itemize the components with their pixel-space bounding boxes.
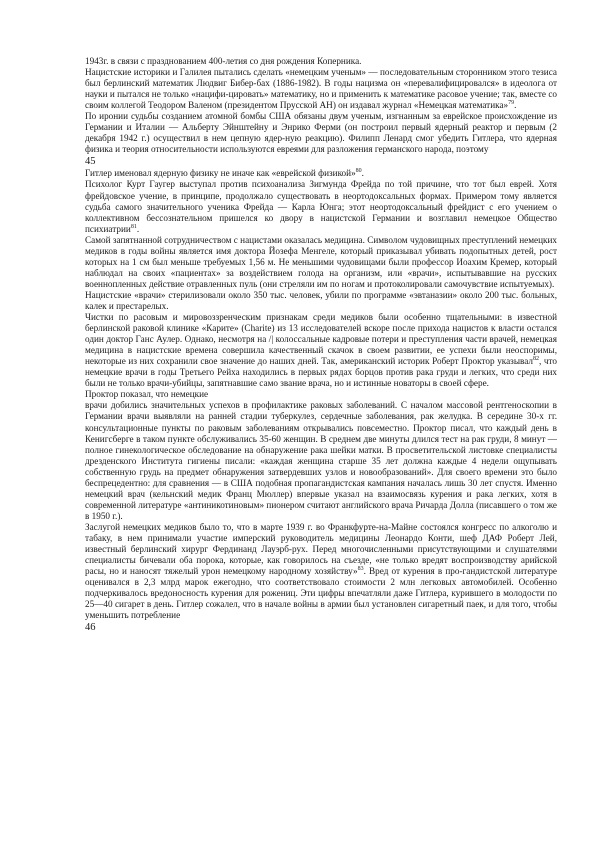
paragraph-text-cont: . xyxy=(514,100,517,111)
paragraph-text: врачи добились значительных успехов в профилактике раковых заболеваний. С началом массовой рентгеноскопии в Германии врачи выявляли на ранней стадии туберкулез, сердечные заболевания, рак желудка. В середине 30-х гг. консультационные пункты по раковым заболеваниям открывались повсеместно. Проктор писал, что каждый день в Кенигсберге в таком пункте обслуживались 35-60 женщин. В среднем две минуты длился тест на рак груди, 8 минут — полное гинекологическое обследование на обнаружение рака шейки матки. В просветительской листовке специалисты дрезденского Института гигиены писали: «каждая женщина старше 35 лет должна каждые 4 недели ощупывать собственную грудь на предмет обнаружения затвердевших узлов и новообразований». Для своего времени это было беспрецедентно: для сравнения — в США подобная пропагандистская кампания началась лишь 30 лет спустя. Именно немецкий врач (кельнский медик Франц Мюллер) впервые указал на взаимосвязь курения и рака легких, хотя в современной литературе «антиникотиновым» пионером считают английского врача Ричарда Долла (писавшего о том же в 1950 г.). xyxy=(85,400,557,521)
paragraph-text: Гитлер именовал ядерную физику не иначе как «еврейской физикой» xyxy=(85,168,356,179)
paragraph-text: 1943г. в связи с празднованием 400-летия со дня рождения Коперника. xyxy=(85,56,362,66)
footnote-ref: 83 xyxy=(357,566,364,573)
footnote-ref: 81 xyxy=(130,223,137,230)
text-block-2 xyxy=(85,168,557,621)
paragraph-text-cont: , что немецкие врачи в годы Третьего Рейха находились в первых рядах борцов против рака груди и легких, что среди них были не только врачи-убийцы, запятнавшие само звание врача, но и истинные новаторы в своей сфере. xyxy=(85,356,557,389)
paragraph-text: Самой запятнанной сотрудничеством с нацистами оказалась медицина. Символом чудовищных преступлений немецких медиков в годы войны является имя доктора Йозефа Менгеле, который приказывал убивать подопытных детей, рост которых на 1 см был меньше требуемых 1,56 м. Не меньшими чудовищами были профессор Иоахим Кремер, который наблюдал на своих «пациентах» за воздействием голода на организм, или «врачи», испытывавшие на русских военнопленных действие отравленных пуль (они стреляли им по ногам и протоколировали самочувствие испытуемых). xyxy=(85,234,557,289)
paragraph xyxy=(85,179,557,234)
paragraph-text-cont: . xyxy=(361,168,364,179)
footnote-ref: 79 xyxy=(508,100,515,107)
paragraph-text: Проктор показал, что немецкие xyxy=(85,389,209,400)
paragraph xyxy=(85,312,557,389)
paragraph-text-cont: . xyxy=(136,223,140,234)
paragraph-text: Нацистские «врачи» стерилизовали около 350 тыс. человек, убили по программе «эвтаназии» около 200 тыс. больных, калек и престарелых. xyxy=(85,289,557,311)
paragraph xyxy=(85,235,557,290)
paragraph xyxy=(85,56,557,67)
paragraph xyxy=(85,290,557,312)
footnote-ref: 80 xyxy=(355,168,362,175)
footnote-ref: 82 xyxy=(532,356,539,363)
paragraph xyxy=(85,522,557,621)
paragraph xyxy=(85,389,557,400)
text-block-1 xyxy=(85,56,557,155)
page-number: 46 xyxy=(85,622,96,634)
paragraph-text: Заслугой немецких медиков было то, что в марте 1939 г. во Франкфурте-на-Майне состоялся конгресс по алкоголю и табаку, в нем принимали участие имперский руководитель медицины Леонардо Конти, шеф ДАФ Роберт Лей, известный берлинский хирург Фердинанд Лауэрб-рух. Перед многочисленными присутствующими и слушателями специалисты бичевали оба порока, которые, как говорилось на съезде, «не только вредят воспроизводству арийской расы, но и наносят тяжелый урон немецкому народному хозяйству» xyxy=(85,521,557,577)
document-page xyxy=(85,56,557,634)
paragraph xyxy=(85,168,557,179)
paragraph-text-cont: . Вред от курения в про-гандистской литературе оценивался в 2,3 млрд марок ежегодно, что соответствовало стоимости 2 млн легковых автомобилей. Особенно подчеркивалось вредоносность курения для рожениц. Эти цифры впечатляли даже Гитлера, курившего в молодости по 25—40 сигарет в день. Гитлер сожалел, что в начале войны в армии был установлен сигаретный паек, и для того, чтобы уменьшить потребление xyxy=(85,566,557,621)
page-number: 45 xyxy=(85,156,96,168)
paragraph-text: Нацистские историки и Галилея пытались сделать «немецким ученым» — последовательным сторонником этого тезиса был берлинский математик Людвиг Бибер-бах (1886-1982). В годы нацизма он «перевалифицировался» в идеолога от науки и пытался не только «нацифи-цировать» математику, но и применить к математике расовое учение; так, вместе со своим коллегой Теодором Валеном (президентом Прусской АН) он издавал журнал «Немецкая математика» xyxy=(85,67,557,111)
paragraph xyxy=(85,400,557,522)
paragraph-text: По иронии судьбы созданием атомной бомбы США обязаны двум ученым, изгнанным за еврейское происхождение из Германии и Италии — Альберту Эйнштейну и Энрико Ферми (он построил первый ядерный реактор и первым (2 декабря 1942 г.) осуществил в нем цепную ядер-ную реакцию). Филипп Ленард смог убедить Гитлера, что ядерная физика и теория относительности используются евреями для разложения германского народа, поэтому xyxy=(85,111,557,155)
paragraph-text: Чистки по расовым и мировоззренческим признакам среди медиков были особенно тщательными: в известной берлинской раковой клинике «Карите» (Charite) из 13 исследователей вскоре после прихода нацистов к власти остался один доктор Ганс Аулер. Однако, несмотря на /| колоссальные кадровые потери и преступления части врачей, немецкая медицина в нацистские времена совершила качественный скачок в своем развитии, ее успехи были неоспоримы, некоторые из них сохранили свое значение до наших дней. Так, американский историк Роберт Проктор указывал xyxy=(85,312,557,367)
paragraph xyxy=(85,111,557,155)
paragraph-text: Психолог Курт Гаугер выступал против психоанализа Зигмунда Фрейда по той причине, что тот был еврей. Хотя фрейдовское учение, в принципе, продолжало существовать в неортодоксальных формах. Примером тому является судьба самого значительного ученика Фрейда — Карла Юнга; этот неортодоксальный фрейдист с его учением о коллективном бессознательном пришелся ко двору в нацистской Германии и возглавил немецкое Общество психиатрии xyxy=(85,179,557,234)
paragraph xyxy=(85,67,557,111)
